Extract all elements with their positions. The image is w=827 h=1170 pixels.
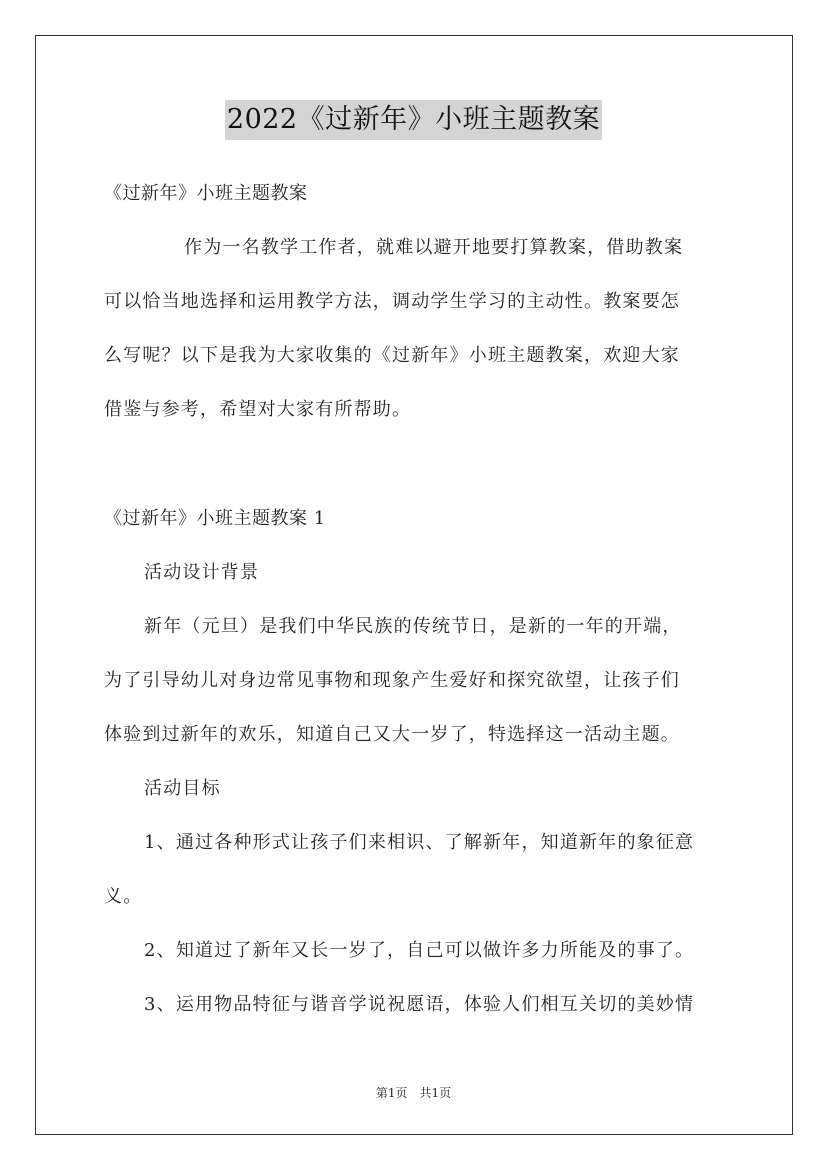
paragraph-line: 么写呢？以下是我为大家收集的《过新年》小班主题教案，欢迎大家 <box>104 345 680 366</box>
paragraph-line: 借鉴与参考，希望对大家有所帮助。 <box>104 399 412 420</box>
subsection-heading: 活动设计背景 <box>144 562 260 583</box>
paragraph-line: 新年（元旦）是我们中华民族的传统节日，是新的一年的开端， <box>144 616 682 637</box>
subsection-heading: 活动目标 <box>144 778 221 799</box>
document-title: 2022《过新年》小班主题教案 <box>225 100 602 140</box>
section-heading: 《过新年》小班主题教案 1 <box>104 508 326 529</box>
paragraph-line: 为了引导幼儿对身边常见事物和现象产生爱好和探究欲望，让孩子们 <box>104 670 680 691</box>
paragraph-line: 作为一名教学工作者，就难以避开地要打算教案，借助教案 <box>184 237 684 258</box>
list-item-continuation: 义。 <box>104 886 143 907</box>
list-item: 3、运用物品特征与谐音学说祝愿语，体验人们相互关切的美妙情 <box>144 994 695 1015</box>
intro-heading: 《过新年》小班主题教案 <box>104 183 308 204</box>
list-item: 1、通过各种形式让孩子们来相识、了解新年，知道新年的象征意 <box>144 832 695 853</box>
title-container <box>0 100 827 140</box>
list-item: 2、知道过了新年又长一岁了，自己可以做许多力所能及的事了。 <box>144 940 695 961</box>
paragraph-line: 体验到过新年的欢乐，知道自己又大一岁了，特选择这一活动主题。 <box>104 724 680 745</box>
paragraph-line: 可以恰当地选择和运用教学方法，调动学生学习的主动性。教案要怎 <box>104 291 680 312</box>
page-footer: 第1页 共1页 <box>375 1086 452 1100</box>
